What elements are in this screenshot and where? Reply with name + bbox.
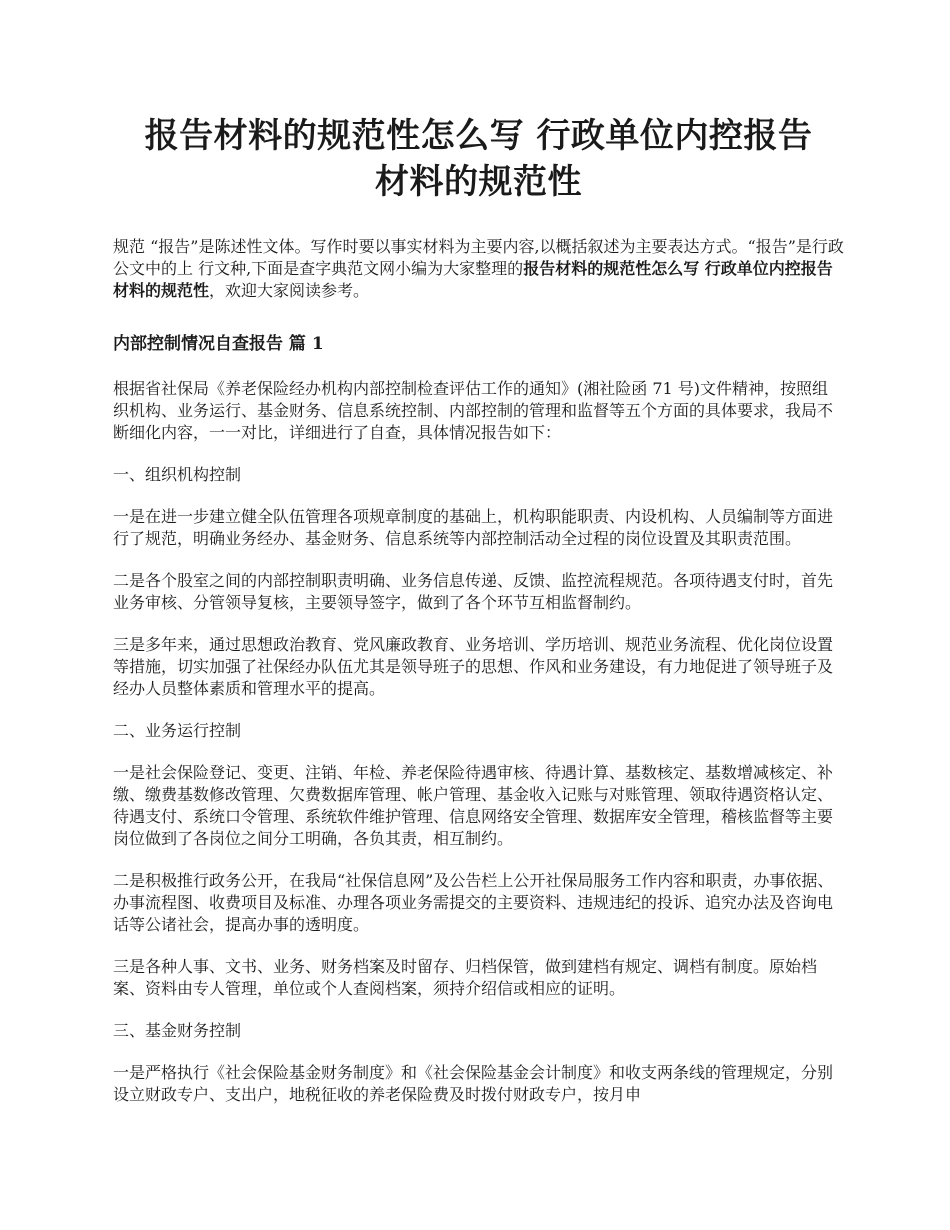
body-paragraph: 三是各种人事、文书、业务、财务档案及时留存、归档保管，做到建档有规定、调档有制度。原始档案、资料由专人管理，单位或个人查阅档案，须持介绍信或相应的证明。 xyxy=(113,957,818,998)
body-paragraph: 二是积极推行政务公开，在我局“社保信息网”及公告栏上公开社保局服务工作内容和职责，办事依据、办事流程图、收费项目及标准、办理各项业务需提交的主要资料、违规违纪的投诉、追究办法及咨询电话等公诸社会，提高办事的透明度。 xyxy=(113,871,834,934)
document-title xyxy=(113,113,844,205)
section-heading: 内部控制情况自查报告 篇 1 xyxy=(113,334,324,354)
document-title-line1: 报告材料的规范性怎么写 行政单位内控报告 xyxy=(144,116,813,156)
body-paragraph: 根据省社保局《养老保险经办机构内部控制检查评估工作的通知》(湘社险函 71 号)文件精神，按照组织机构、业务运行、基金财务、信息系统控制、内部控制的管理和监督等五个方面的具体要求，我局不断细化内容，一一对比，详细进行了自查，具体情况报告如下： xyxy=(113,379,834,442)
body-paragraph: 二是各个股室之间的内部控制职责明确、业务信息传递、反馈、监控流程规范。各项待遇支付时，首先业务审核、分管领导复核，主要领导签字，做到了各个环节互相监督制约。 xyxy=(113,571,834,612)
subsection-heading-finance: 三、基金财务控制 xyxy=(113,1021,242,1040)
subsection-heading-operations: 二、业务运行控制 xyxy=(113,721,242,740)
intro-text-part2: ，欢迎大家阅读参考。 xyxy=(209,281,370,300)
subsection-heading-organization: 一、组织机构控制 xyxy=(113,465,242,484)
body-paragraph: 三是多年来，通过思想政治教育、党风廉政教育、业务培训、学历培训、规范业务流程、优化岗位设置等措施，切实加强了社保经办队伍尤其是领导班子的思想、作风和业务建设，有力地促进了领导班子及经办人员整体素质和管理水平的提高。 xyxy=(113,635,834,698)
body-paragraph: 一是社会保险登记、变更、注销、年检、养老保险待遇审核、待遇计算、基数核定、基数增减核定、补缴、缴费基数修改管理、欠费数据库管理、帐户管理、基金收入记账与对账管理、领取待遇资格认定、待遇支付、系统口令管理、系统软件维护管理、信息网络安全管理、数据库安全管理，稽核监督等主要岗位做到了各岗位之间分工明确，各负其责，相互制约。 xyxy=(113,763,834,848)
body-paragraph: 一是严格执行《社会保险基金财务制度》和《社会保险基金会计制度》和收支两条线的管理规定，分别设立财政专户、支出户，地税征收的养老保险费及时拨付财政专户，按月申 xyxy=(113,1063,834,1104)
intro-text-bold: 报告材料的规范性怎么写 行政单位内控报告材料的规范性 xyxy=(113,259,833,300)
intro-text-part1: 规范 “报告”是陈述性文体。写作时要以事实材料为主要内容,以概括叙述为主要表达方式。“报告”是行政公文中的上 行文种,下面是查字典范文网小编为大家整理的 xyxy=(113,237,844,278)
document-title-line2: 材料的规范性 xyxy=(375,162,582,202)
intro-paragraph xyxy=(113,236,844,302)
body-paragraph: 一是在进一步建立健全队伍管理各项规章制度的基础上，机构职能职责、内设机构、人员编制等方面进行了规范，明确业务经办、基金财务、信息系统等内部控制活动全过程的岗位设置及其职责范围。 xyxy=(113,507,834,548)
